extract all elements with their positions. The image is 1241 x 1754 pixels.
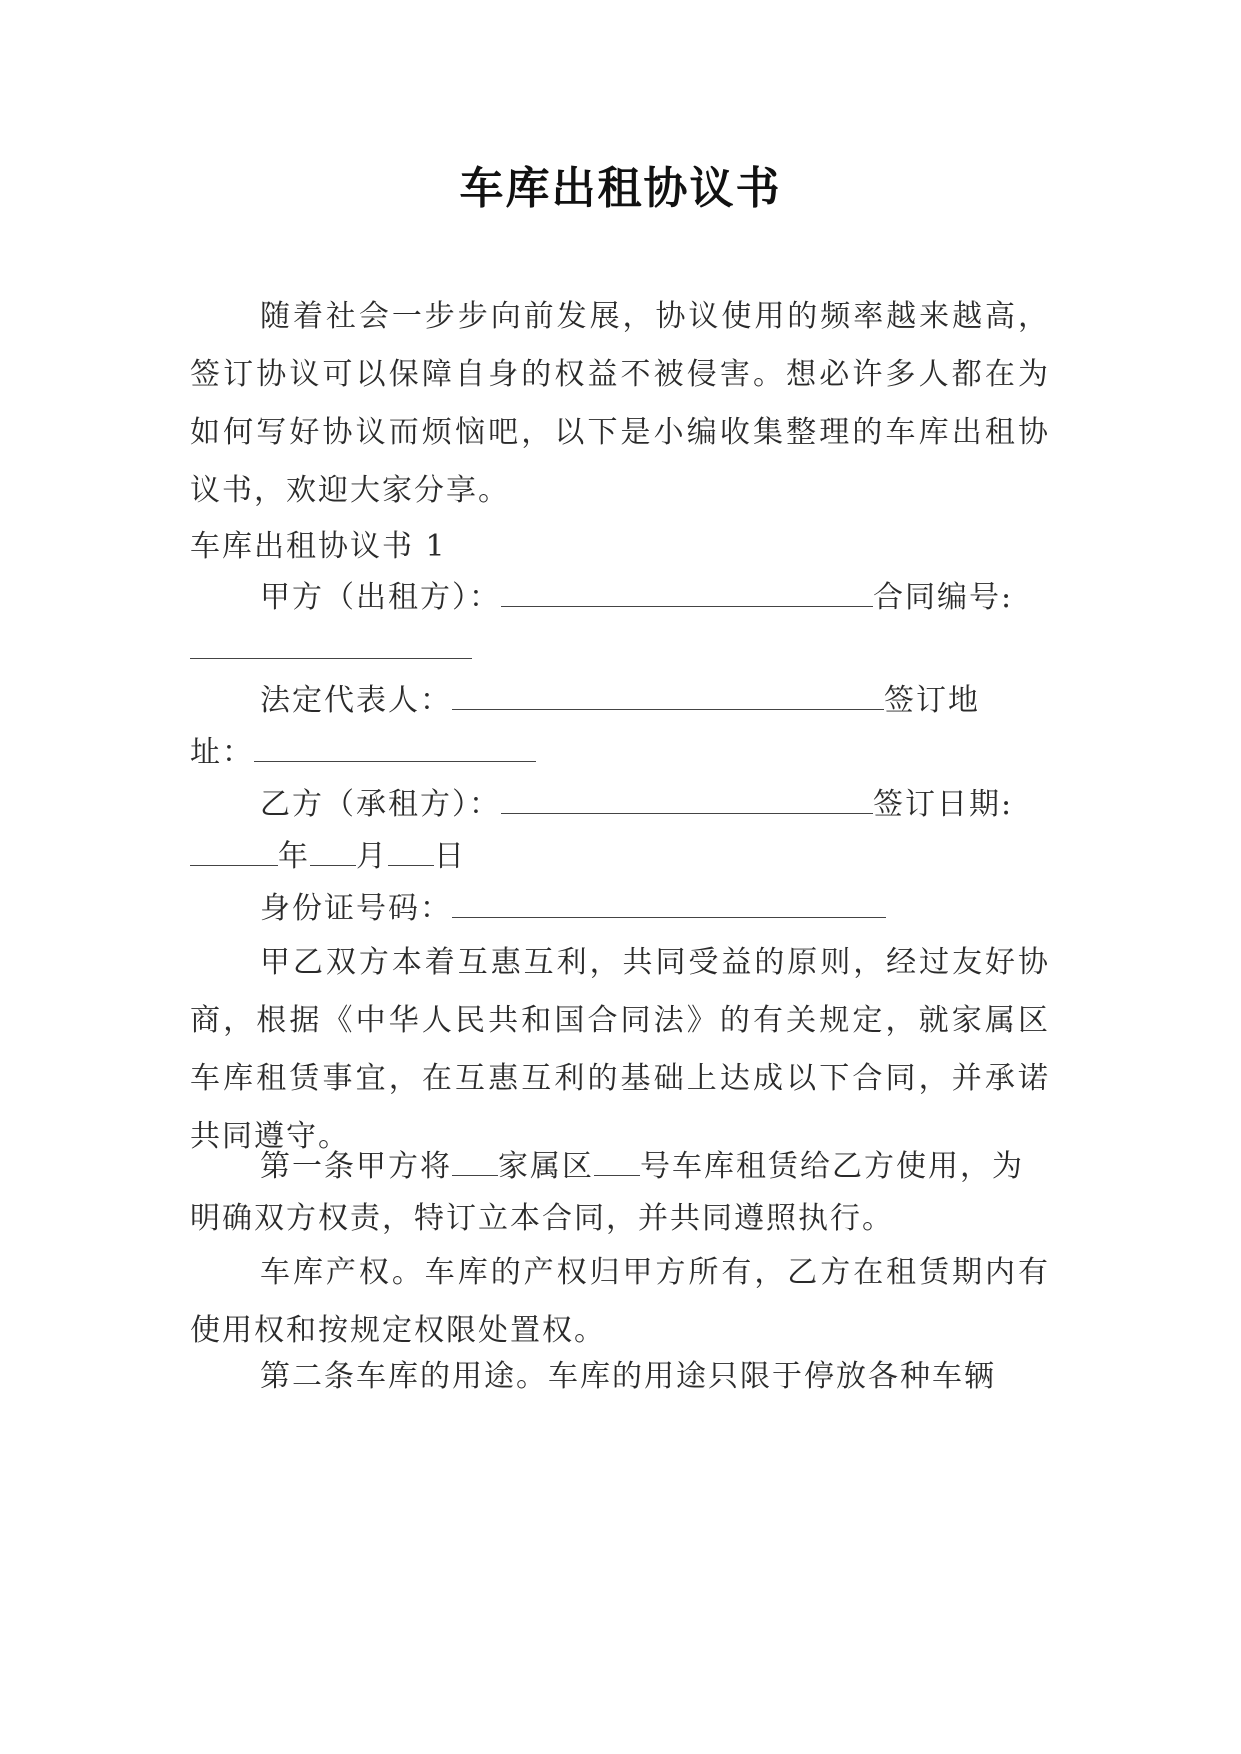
legal-rep-line [190,681,1140,721]
article-1-blank-2[interactable] [594,1147,640,1176]
month-blank[interactable] [310,837,356,866]
day-label: 日 [434,839,466,874]
document-title: 车库出租协议书 [459,163,782,214]
year-blank[interactable] [190,837,278,866]
id-number-blank[interactable] [452,889,886,918]
legal-rep-label: 法定代表人： [260,683,452,718]
agreement-paragraph: 甲乙双方本着互惠互利，共同受益的原则，经过友好协商，根据《中华人民共和国合同法》的有关规定，就家属区车库租赁事宜，在互惠互利的基础上达成以下合同，并承诺共同遵守。 [190,945,1050,1154]
party-a-label: 甲方（出租方）： [260,580,501,615]
party-a-line [190,578,1140,618]
intro-paragraph: 随着社会一步步向前发展，协议使用的频率越来越高，签订协议可以保障自身的权益不被侵害。想必许多人都在为如何写好协议而烦恼吧，以下是小编收集整理的车库出租协议书，欢迎大家分享。 [190,299,1050,508]
sign-address-blank[interactable] [254,733,536,762]
contract-no-line [190,630,1070,670]
party-b-label: 乙方（承租方）： [260,787,501,822]
month-label: 月 [356,839,388,874]
article-1-part2: 家属区 [498,1149,594,1184]
sign-address-label-cont: 址： [190,735,254,770]
contract-no-blank[interactable] [190,630,472,659]
party-b-line [190,785,1140,825]
year-label: 年 [278,839,310,874]
property-paragraph: 车库产权。车库的产权归甲方所有，乙方在租赁期内有使用权和按规定权限处置权。 [190,1255,1050,1348]
sign-address-label: 签订地 [884,683,980,718]
article-1-part1: 第一条甲方将 [260,1149,452,1184]
sign-date-line [190,837,1070,877]
article-1-blank-1[interactable] [452,1147,498,1176]
sign-date-label: 签订日期: [873,787,1014,822]
article-1-part3: 号车库租赁给乙方使用，为 [640,1149,1024,1184]
party-a-blank[interactable] [501,578,873,607]
party-b-blank[interactable] [501,785,873,814]
article-2-paragraph: 第二条车库的用途。车库的用途只限于停放各种车辆 [260,1359,996,1394]
article-1-line-2: 明确双方权责，特订立本合同，并共同遵照执行。 [190,1201,894,1236]
article-1-line [190,1147,1140,1187]
contract-no-label: 合同编号: [873,580,1014,615]
day-blank[interactable] [388,837,434,866]
legal-rep-blank[interactable] [452,681,884,710]
section-heading: 车库出租协议书 1 [190,529,447,564]
sign-address-line [190,733,1070,773]
id-number-line [190,889,1140,929]
id-number-label: 身份证号码： [260,891,452,926]
